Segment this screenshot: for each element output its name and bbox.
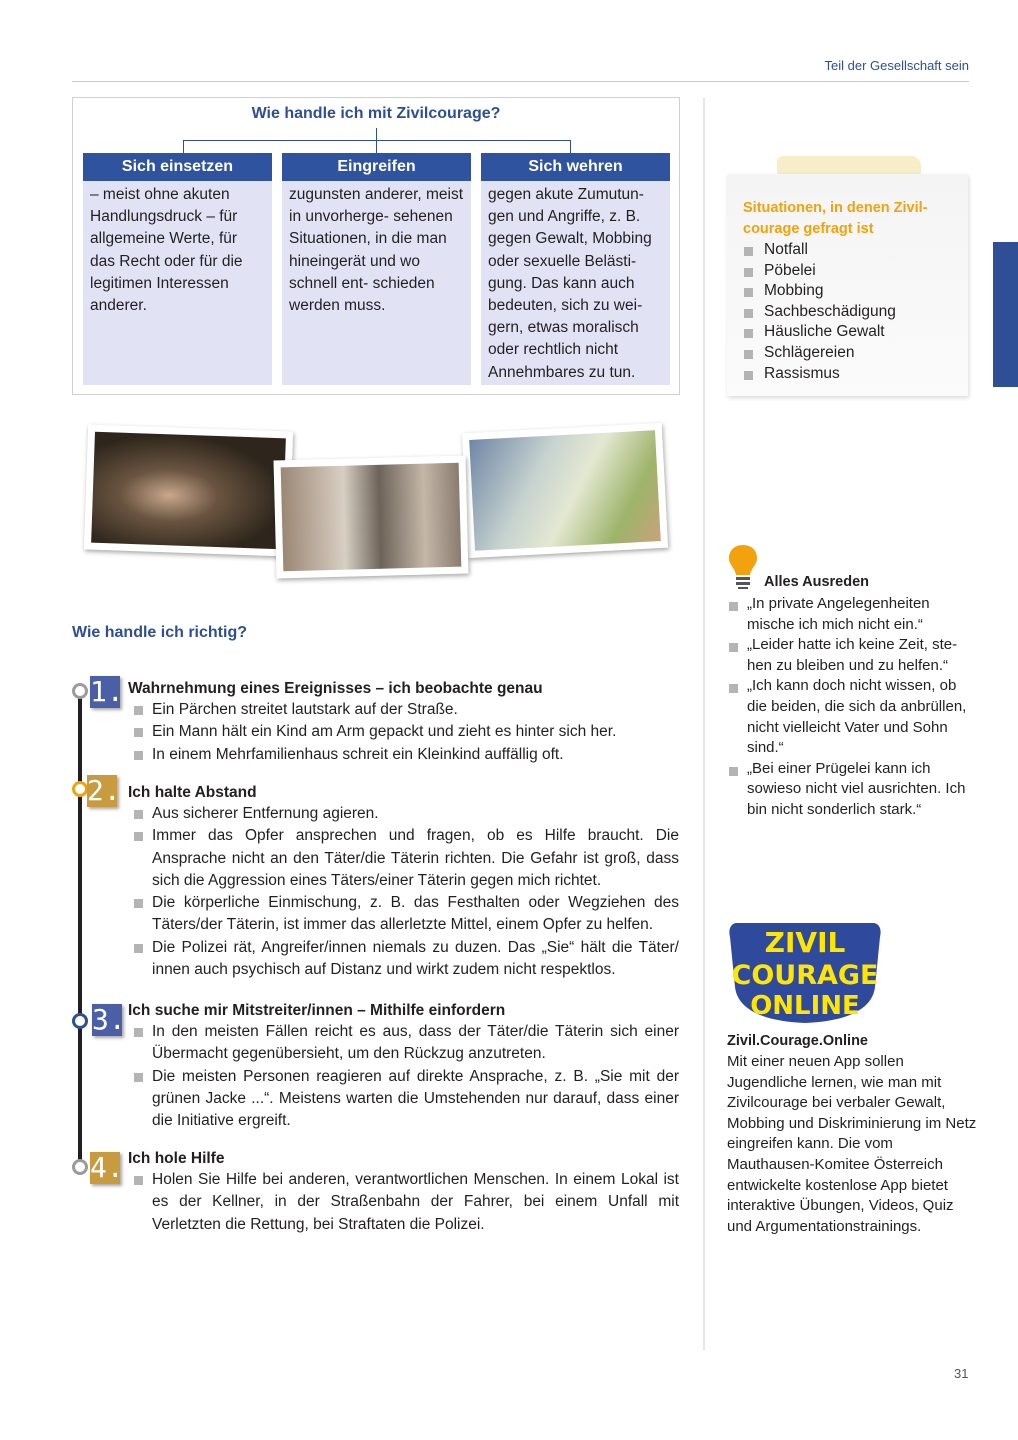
step-title: Ich suche mir Mitstreiter/innen – Mithilfe einfordern xyxy=(128,1002,506,1019)
list-item-text: Die Polizei rät, Angreifer/innen niemals zu duzen. Das „Sie“ hält die Täter/ innen auch psychisch auf Distanz und wirkt zudem nicht respektlos. xyxy=(152,938,679,979)
connector-vertical xyxy=(376,128,377,140)
photo-collage xyxy=(80,420,680,590)
list-item xyxy=(727,635,972,676)
column-heading: Eingreifen xyxy=(282,153,471,181)
diagram-column-sich-wehren xyxy=(481,153,670,385)
photo-child-defending xyxy=(84,424,293,556)
list-item xyxy=(743,322,952,343)
list-item xyxy=(129,1066,679,1133)
square-bullet-icon xyxy=(729,767,738,776)
list-item-text: Rassismus xyxy=(764,364,840,382)
list-item xyxy=(743,343,952,364)
header-rule xyxy=(72,81,969,82)
list-item xyxy=(129,937,679,982)
list-item xyxy=(743,281,952,302)
square-bullet-icon xyxy=(134,899,143,908)
list-item-text: Sachbeschädigung xyxy=(764,302,896,320)
square-bullet-icon xyxy=(729,684,738,693)
list-item-text: Häusliche Gewalt xyxy=(764,323,885,341)
list-item-text: Ein Pärchen streitet lautstark auf der Straße. xyxy=(152,701,458,718)
column-heading: Sich wehren xyxy=(481,153,670,181)
diagram-column-eingreifen xyxy=(282,153,471,385)
list-item-text: Notfall xyxy=(764,241,808,258)
step-number-badge: 1. xyxy=(90,675,124,708)
list-item-text: Aus sicherer Entfernung agieren. xyxy=(152,805,379,822)
list-item xyxy=(743,240,952,261)
square-bullet-icon xyxy=(729,643,738,652)
list-item-text: Die körperliche Einmischung, z. B. das Festhalten oder Wegziehen des Täters/der Täterin, ist immer das allerletzte Mittel, einem Opfer zu helfen. xyxy=(152,894,679,934)
list-item xyxy=(727,594,972,635)
step-4 xyxy=(129,1148,679,1236)
list-item xyxy=(129,699,679,721)
step-number-badge: 4. xyxy=(90,1151,124,1184)
timeline-node-icon xyxy=(72,1013,88,1029)
list-item xyxy=(743,302,952,323)
square-bullet-icon xyxy=(744,247,753,256)
square-bullet-icon xyxy=(744,288,753,297)
running-head: Teil der Gesellschaft sein xyxy=(824,58,969,73)
list-item-text: Die meisten Personen reagieren auf direkte Ansprache, z. B. „Sie mit der grünen Jacke ...“. Meistens warten die Umstehenden nur darauf, dass einer die Initiative ergreift. xyxy=(152,1067,679,1130)
diagram-column-sich-einsetzen xyxy=(83,153,272,385)
ausreden-list xyxy=(727,594,972,821)
list-item-text: Ein Mann hält ein Kind am Arm gepackt und zieht es hinter sich her. xyxy=(152,723,617,741)
square-bullet-icon xyxy=(134,1073,143,1082)
chapter-tab-marker xyxy=(993,242,1018,387)
logo-line-1: ZIVIL xyxy=(764,926,846,959)
list-item xyxy=(129,1021,679,1066)
section-title: Wie handle ich richtig? xyxy=(72,624,247,641)
zivilcourage-online-logo xyxy=(725,917,885,1027)
square-bullet-icon xyxy=(744,329,753,338)
list-item xyxy=(129,803,679,825)
square-bullet-icon xyxy=(134,810,143,819)
list-item xyxy=(129,721,679,743)
list-item-text: Mobbing xyxy=(764,282,824,300)
app-description: Mit einer neuen App sollen Jugendliche lernen, wie man mit Zivilcourage bei verbaler Gewalt, Mobbing und Diskriminierung im Netz eingreifen kann. Die vom Mauthausen-Komitee Österreich entwickelte kostenlose App bietet interaktive Übungen, Videos, Quiz und Argumentationstrainings. xyxy=(727,1053,977,1235)
photo-image xyxy=(469,430,661,551)
photo-image xyxy=(91,432,286,550)
square-bullet-icon xyxy=(744,371,753,380)
lightbulb-icon xyxy=(728,544,758,590)
column-text: zugunsten anderer, meist in unvorherge- sehenen Situationen, in die man hineingerät und wo schnell ent- schieden werden muss. xyxy=(282,181,471,385)
step-list xyxy=(129,1169,679,1236)
step-title: Ich hole Hilfe xyxy=(128,1150,225,1167)
square-bullet-icon xyxy=(134,751,143,760)
page-number: 31 xyxy=(954,1366,969,1381)
list-item-text: Immer das Opfer ansprechen und fragen, ob es Hilfe braucht. Die Ansprache nicht an den Täter/die Täterin richten. Die Gefahr ist groß, dass sich die Aggression eines Täters/einer Täterin gegen mich richtet. xyxy=(152,827,679,889)
situations-title: Situationen, in denen Zivil- courage gefragt ist xyxy=(743,200,928,237)
list-item xyxy=(743,261,952,282)
timeline-node-icon xyxy=(72,781,88,797)
list-item xyxy=(129,892,679,937)
list-item xyxy=(743,364,952,385)
connector-horizontal xyxy=(183,140,571,141)
square-bullet-icon xyxy=(744,350,753,359)
situations-note xyxy=(727,174,968,396)
photo-woman-threatened xyxy=(273,456,468,579)
step-number-badge: 3. xyxy=(92,1003,126,1036)
ausreden-title: Alles Ausreden xyxy=(764,574,870,590)
square-bullet-icon xyxy=(134,832,143,841)
timeline-node-icon xyxy=(72,1159,88,1175)
square-bullet-icon xyxy=(744,309,753,318)
square-bullet-icon xyxy=(134,944,143,953)
square-bullet-icon xyxy=(134,706,143,715)
column-text: – meist ohne akuten Handlungsdruck – für allgemeine Werte, für das Recht oder für die legitimen Interessen anderer. xyxy=(83,181,272,385)
column-divider xyxy=(703,98,705,1350)
timeline-node-icon xyxy=(72,683,88,699)
step-title: Ich halte Abstand xyxy=(128,784,257,801)
step-2 xyxy=(129,782,679,981)
list-item-text: Pöbelei xyxy=(764,261,816,279)
logo-line-2: COURAGE xyxy=(731,960,879,991)
square-bullet-icon xyxy=(729,602,738,611)
list-item-text: Schlägereien xyxy=(764,343,855,361)
step-1 xyxy=(129,678,679,766)
list-item-text: „Bei einer Prügelei kann ich sowieso nicht viel ausrichten. Ich bin nicht sonderlich stark.“ xyxy=(747,759,966,818)
square-bullet-icon xyxy=(134,728,143,737)
list-item-text: In den meisten Fällen reicht es aus, dass der Täter/die Täterin sich einer Übermacht gegenübersieht, um den Rückzug anzutreten. xyxy=(152,1023,679,1063)
list-item-text: Holen Sie Hilfe bei anderen, verantwortlichen Menschen. In einem Lokal ist es der Kellner, in der Straßenbahn der Fahrer, bei einem Unfall mit Verletzten die Rettung, bei Straftaten die Polizei. xyxy=(152,1171,679,1233)
step-number-badge: 2. xyxy=(87,774,121,807)
list-item xyxy=(129,825,679,892)
zivilcourage-diagram xyxy=(72,97,680,395)
column-heading: Sich einsetzen xyxy=(83,153,272,181)
connector-left xyxy=(183,140,184,153)
step-list xyxy=(129,699,679,766)
list-item xyxy=(727,759,972,821)
square-bullet-icon xyxy=(134,1028,143,1037)
connector-right xyxy=(570,140,571,153)
list-item xyxy=(129,1169,679,1236)
list-item xyxy=(727,676,972,758)
connector-middle xyxy=(376,140,377,153)
list-item-text: „Leider hatte ich keine Zeit, ste- hen zu bleiben und zu helfen.“ xyxy=(747,636,958,674)
list-item-text: In einem Mehrfamilienhaus schreit ein Kleinkind auffällig oft. xyxy=(152,745,564,763)
list-item-text: „In private Angelegenheiten mische ich mich nicht ein.“ xyxy=(747,595,930,633)
step-3 xyxy=(129,1000,679,1132)
column-text: gegen akute Zumutun- gen und Angriffe, z. B. gegen Gewalt, Mobbing oder sexuelle Belästi- gung. Das kann auch bedeuten, sich zu wei- gern, etwas moralisch oder rechtlich nicht Annehmbares zu tun. xyxy=(481,181,670,385)
logo-line-3: ONLINE xyxy=(750,991,860,1021)
step-title: Wahrnehmung eines Ereignisses – ich beobachte genau xyxy=(128,680,543,697)
step-list xyxy=(129,803,679,981)
timeline-line xyxy=(78,690,82,1168)
photo-youths-outdoors xyxy=(462,423,668,558)
list-item xyxy=(129,744,679,766)
step-list xyxy=(129,1021,679,1132)
list-item-text: „Ich kann doch nicht wissen, ob die beiden, die sich da anbrüllen, nicht vielleicht Vater und Sohn sind.“ xyxy=(747,677,967,757)
diagram-title: Wie handle ich mit Zivilcourage? xyxy=(251,105,501,122)
square-bullet-icon xyxy=(134,1176,143,1185)
situations-list xyxy=(743,240,952,384)
photo-image xyxy=(281,463,462,572)
app-title: Zivil.Courage.Online xyxy=(727,1033,868,1049)
square-bullet-icon xyxy=(744,268,753,277)
